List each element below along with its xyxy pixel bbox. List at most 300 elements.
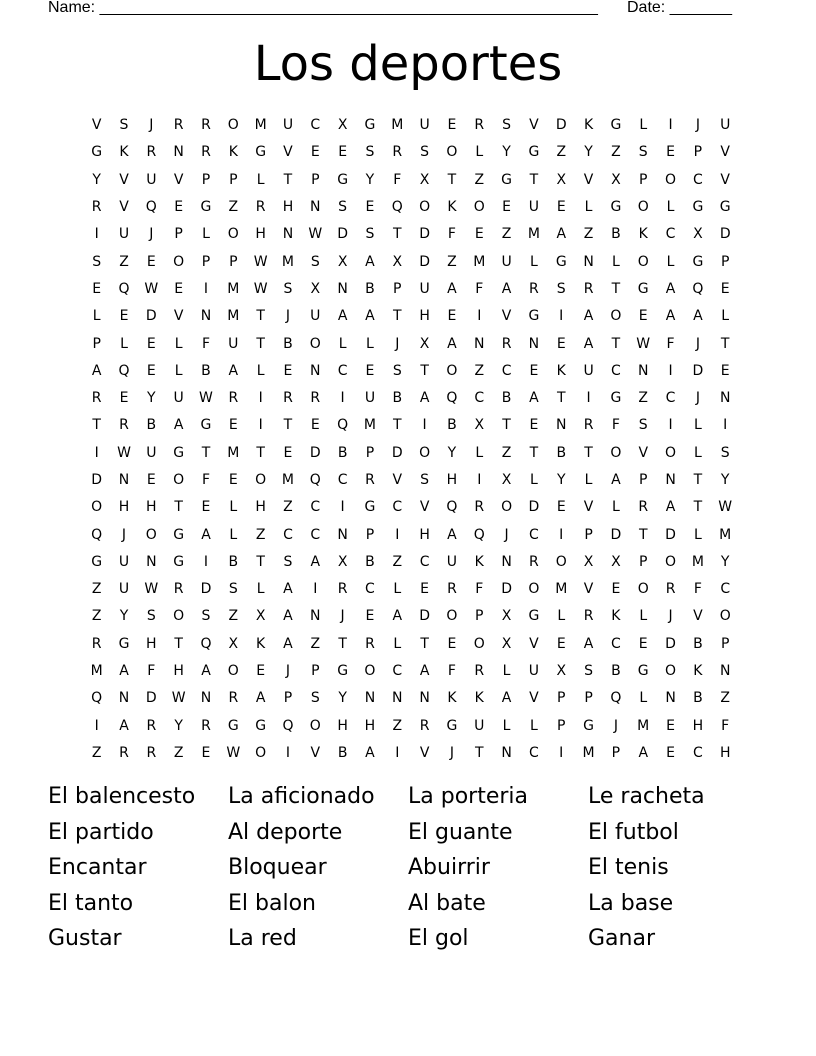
grid-letter: L	[639, 117, 648, 134]
grid-letter: I	[258, 390, 263, 407]
grid-letter: Z	[228, 608, 239, 625]
grid-letter: L	[502, 663, 511, 680]
grid-letter: A	[365, 308, 375, 325]
grid-letter: I	[258, 417, 263, 434]
grid-letter: G	[118, 635, 130, 652]
grid-letter: N	[310, 608, 321, 625]
grid-letter: L	[502, 717, 511, 734]
grid-letter: S	[584, 663, 594, 680]
grid-letter: L	[366, 335, 374, 352]
grid-letter: A	[447, 335, 457, 352]
word-bank-item: La base	[588, 890, 674, 916]
grid-letter: E	[365, 362, 375, 379]
grid-letter: R	[583, 608, 594, 625]
grid-letter: D	[145, 308, 157, 325]
grid-letter: G	[227, 717, 239, 734]
grid-row	[83, 112, 739, 139]
grid-letter: O	[309, 335, 321, 352]
grid-row	[83, 576, 739, 603]
grid-letter: N	[583, 253, 594, 270]
grid-letter: Y	[502, 144, 511, 161]
grid-row	[83, 139, 739, 166]
word-bank-item: El guante	[408, 819, 513, 845]
grid-letter: U	[310, 308, 321, 325]
grid-letter: I	[94, 444, 99, 461]
grid-letter: E	[146, 472, 156, 488]
grid-letter: R	[310, 390, 321, 407]
grid-letter: P	[475, 608, 484, 625]
grid-letter: L	[174, 335, 183, 352]
grid-letter: V	[693, 608, 703, 625]
grid-letter: F	[147, 663, 156, 680]
grid-letter: R	[447, 581, 457, 598]
grid-letter: F	[611, 417, 620, 434]
grid-letter: M	[281, 253, 294, 270]
grid-letter: V	[720, 144, 730, 161]
grid-letter: E	[174, 199, 184, 216]
grid-row	[83, 248, 739, 275]
grid-letter: P	[720, 253, 730, 270]
grid-letter: Z	[228, 199, 239, 216]
word-bank-item: El partido	[48, 819, 154, 845]
grid-letter: T	[529, 444, 539, 461]
grid-letter: E	[638, 635, 648, 652]
grid-letter: H	[719, 744, 731, 761]
grid-letter: R	[283, 390, 293, 407]
grid-letter: D	[501, 581, 512, 598]
grid-letter: L	[693, 444, 702, 461]
grid-letter: O	[637, 581, 649, 598]
grid-letter: R	[173, 117, 184, 134]
grid-letter: S	[420, 472, 430, 488]
word-bank-item: Le racheta	[588, 784, 705, 809]
grid-letter: P	[201, 253, 211, 270]
grid-letter: L	[256, 362, 265, 379]
grid-letter: I	[477, 472, 482, 488]
grid-letter: N	[528, 335, 540, 352]
grid-letter: L	[693, 417, 702, 434]
grid-letter: Y	[338, 690, 347, 707]
grid-letter: X	[583, 553, 594, 570]
grid-letter: T	[693, 472, 703, 488]
grid-letter: F	[475, 280, 484, 297]
grid-letter: B	[392, 390, 403, 407]
word-bank-item: El tenis	[588, 855, 669, 881]
grid-letter: M	[227, 280, 240, 297]
grid-letter: P	[229, 171, 238, 188]
grid-letter: M	[473, 253, 486, 270]
grid-letter: A	[447, 280, 457, 297]
grid-letter: D	[200, 581, 212, 598]
grid-letter: B	[146, 417, 157, 434]
grid-letter: S	[283, 553, 293, 570]
word-bank	[48, 779, 768, 957]
grid-letter: I	[559, 744, 564, 761]
grid-letter: G	[91, 144, 103, 161]
grid-letter: U	[173, 390, 184, 407]
grid-letter: B	[501, 390, 512, 407]
grid-letter: M	[691, 553, 704, 570]
grid-letter: N	[200, 308, 212, 325]
grid-letter: O	[610, 308, 622, 325]
grid-letter: Q	[692, 280, 704, 297]
grid-letter: F	[393, 171, 402, 188]
grid-letter: U	[118, 553, 130, 570]
grid-letter: X	[255, 608, 266, 625]
grid-letter: S	[365, 144, 375, 161]
grid-letter: V	[173, 308, 184, 325]
grid-letter: T	[283, 171, 293, 188]
grid-letter: X	[392, 253, 403, 270]
grid-letter: M	[281, 472, 294, 488]
grid-letter: V	[529, 117, 539, 134]
word-search-grid	[83, 112, 739, 767]
grid-letter: I	[668, 117, 673, 134]
grid-letter: E	[338, 144, 348, 161]
grid-row	[83, 740, 739, 767]
grid-letter: Q	[337, 417, 349, 434]
grid-letter: R	[201, 717, 211, 734]
grid-letter: U	[118, 226, 130, 243]
grid-letter: V	[419, 744, 430, 761]
grid-letter: E	[666, 744, 675, 761]
grid-letter: L	[666, 199, 675, 216]
grid-letter: I	[203, 280, 209, 297]
grid-letter: P	[229, 253, 238, 270]
grid-letter: A	[665, 280, 676, 297]
grid-letter: C	[529, 526, 539, 543]
grid-letter: Q	[446, 390, 458, 407]
grid-letter: X	[501, 635, 512, 652]
grid-letter: I	[395, 526, 400, 543]
grid-letter: N	[665, 690, 676, 707]
grid-letter: R	[529, 553, 539, 570]
grid-letter: R	[638, 499, 649, 516]
grid-letter: N	[474, 335, 485, 352]
grid-letter: R	[201, 117, 211, 134]
grid-letter: S	[638, 144, 648, 161]
grid-letter: W	[199, 390, 213, 407]
grid-letter: B	[283, 335, 293, 352]
grid-letter: Q	[91, 526, 103, 543]
grid-letter: A	[392, 608, 403, 625]
grid-letter: M	[527, 226, 540, 243]
grid-letter: S	[228, 581, 238, 598]
grid-letter: R	[119, 417, 129, 434]
grid-letter: T	[256, 553, 265, 570]
grid-letter: O	[91, 499, 103, 516]
grid-letter: G	[364, 499, 376, 516]
grid-letter: O	[665, 663, 677, 680]
grid-letter: G	[173, 526, 185, 543]
grid-letter: U	[282, 117, 294, 134]
grid-letter: M	[637, 717, 650, 734]
grid-letter: D	[665, 526, 676, 543]
grid-letter: A	[119, 663, 129, 680]
grid-letter: B	[447, 417, 457, 434]
word-bank-item: Bloquear	[228, 855, 327, 881]
grid-letter: W	[636, 335, 651, 352]
grid-letter: P	[557, 717, 566, 734]
grid-letter: G	[583, 717, 594, 734]
grid-letter: G	[173, 444, 185, 461]
grid-letter: V	[529, 635, 539, 652]
grid-row	[83, 494, 739, 521]
grid-letter: A	[310, 553, 321, 570]
grid-letter: T	[556, 390, 566, 407]
grid-letter: E	[283, 362, 293, 379]
grid-letter: J	[285, 308, 291, 325]
grid-letter: D	[528, 499, 540, 516]
grid-letter: F	[693, 581, 702, 598]
grid-letter: F	[201, 335, 210, 352]
grid-letter: D	[665, 635, 676, 652]
grid-letter: R	[91, 199, 102, 216]
grid-letter: O	[555, 553, 567, 570]
grid-letter: E	[146, 362, 156, 379]
grid-letter: D	[419, 253, 430, 270]
grid-letter: L	[475, 144, 484, 161]
grid-letter: Z	[119, 253, 129, 270]
grid-letter: O	[227, 663, 239, 680]
grid-letter: M	[719, 526, 732, 543]
grid-letter: U	[720, 117, 731, 134]
grid-letter: I	[723, 417, 728, 434]
grid-letter: T	[256, 308, 265, 325]
grid-letter: Z	[556, 144, 567, 161]
grid-letter: P	[557, 690, 566, 707]
grid-row	[83, 685, 739, 712]
grid-row	[83, 467, 739, 494]
grid-letter: Z	[638, 390, 649, 407]
grid-letter: B	[228, 553, 239, 570]
grid-letter: D	[610, 526, 622, 543]
grid-letter: W	[226, 744, 241, 761]
grid-letter: W	[253, 253, 268, 270]
grid-letter: L	[393, 581, 402, 598]
grid-letter: Y	[365, 171, 375, 188]
grid-letter: N	[282, 226, 294, 243]
word-bank-item: El tanto	[48, 890, 134, 916]
grid-letter: A	[665, 308, 676, 325]
grid-row	[83, 330, 739, 357]
grid-letter: Z	[173, 744, 184, 761]
date-field-label: Date: _______	[627, 0, 732, 16]
grid-letter: U	[118, 581, 130, 598]
grid-letter: E	[310, 417, 320, 434]
grid-letter: A	[201, 663, 211, 680]
grid-letter: H	[364, 717, 376, 734]
grid-letter: N	[310, 362, 321, 379]
grid-letter: Z	[91, 608, 102, 625]
grid-row	[83, 658, 739, 685]
grid-letter: D	[419, 226, 430, 243]
grid-letter: T	[474, 744, 484, 761]
grid-letter: Z	[310, 635, 321, 652]
grid-letter: O	[419, 199, 431, 216]
grid-letter: C	[474, 390, 485, 407]
grid-letter: E	[420, 581, 430, 598]
grid-letter: P	[720, 635, 730, 652]
grid-letter: X	[556, 663, 567, 680]
word-bank-item: La red	[228, 926, 297, 952]
grid-letter: N	[200, 690, 212, 707]
grid-letter: U	[528, 663, 540, 680]
grid-letter: J	[285, 663, 291, 680]
grid-letter: M	[391, 117, 404, 134]
grid-letter: V	[392, 472, 403, 488]
grid-letter: Y	[119, 608, 129, 625]
grid-letter: F	[666, 335, 675, 352]
grid-letter: R	[119, 744, 129, 761]
grid-letter: L	[202, 226, 210, 243]
grid-letter: C	[392, 663, 403, 680]
grid-letter: L	[229, 499, 238, 516]
grid-letter: O	[145, 526, 157, 543]
grid-letter: Q	[309, 472, 321, 488]
grid-letter: E	[666, 144, 675, 161]
grid-letter: N	[337, 280, 348, 297]
grid-letter: L	[611, 499, 620, 516]
grid-letter: Q	[145, 199, 157, 216]
grid-letter: T	[638, 526, 648, 543]
grid-letter: T	[502, 417, 511, 434]
grid-letter: C	[419, 553, 430, 570]
grid-letter: E	[638, 308, 648, 325]
grid-letter: A	[173, 417, 184, 434]
grid-letter: S	[638, 417, 648, 434]
grid-letter: C	[611, 362, 621, 379]
grid-letter: E	[474, 226, 484, 243]
grid-letter: A	[201, 526, 211, 543]
grid-letter: O	[665, 553, 677, 570]
grid-letter: Z	[611, 144, 621, 161]
word-bank-item: Al bate	[408, 890, 486, 916]
grid-row	[83, 194, 739, 221]
grid-letter: H	[419, 526, 430, 543]
grid-letter: P	[639, 171, 648, 188]
grid-letter: A	[419, 390, 430, 407]
grid-letter: D	[337, 226, 348, 243]
grid-letter: J	[695, 117, 700, 134]
grid-letter: G	[255, 144, 267, 161]
grid-letter: A	[365, 253, 375, 270]
grid-letter: T	[693, 499, 703, 516]
grid-letter: T	[256, 335, 265, 352]
grid-letter: W	[253, 280, 268, 297]
grid-letter: P	[201, 171, 211, 188]
grid-letter: J	[695, 390, 700, 407]
grid-letter: X	[228, 635, 239, 652]
grid-letter: N	[310, 199, 321, 216]
grid-letter: N	[556, 417, 567, 434]
grid-letter: L	[475, 444, 484, 461]
grid-letter: P	[311, 171, 320, 188]
grid-letter: X	[419, 171, 430, 188]
grid-letter: G	[610, 199, 622, 216]
grid-letter: R	[91, 390, 102, 407]
grid-letter: R	[201, 144, 211, 161]
grid-letter: I	[559, 308, 564, 325]
grid-row	[83, 631, 739, 658]
grid-letter: U	[583, 362, 594, 379]
grid-letter: C	[692, 171, 703, 188]
grid-letter: D	[391, 444, 403, 461]
grid-letter: W	[308, 226, 323, 243]
grid-letter: G	[719, 199, 731, 216]
word-bank-item: Ganar	[588, 926, 655, 952]
grid-letter: R	[228, 690, 239, 707]
grid-letter: B	[693, 635, 703, 652]
grid-letter: G	[255, 717, 267, 734]
grid-letter: N	[392, 690, 403, 707]
grid-letter: I	[340, 390, 345, 407]
grid-letter: T	[611, 280, 621, 297]
grid-letter: M	[555, 581, 568, 598]
grid-letter: V	[91, 117, 102, 134]
grid-letter: E	[174, 280, 184, 297]
grid-letter: L	[393, 635, 402, 652]
grid-letter: S	[392, 362, 402, 379]
grid-letter: M	[227, 444, 240, 461]
grid-letter: C	[611, 635, 621, 652]
grid-letter: R	[419, 717, 430, 734]
word-bank-item: La porteria	[408, 784, 529, 809]
grid-letter: G	[200, 417, 212, 434]
grid-letter: G	[337, 663, 349, 680]
grid-letter: O	[419, 444, 431, 461]
grid-letter: R	[665, 581, 676, 598]
grid-letter: L	[530, 717, 538, 734]
grid-letter: L	[584, 199, 593, 216]
grid-letter: O	[637, 199, 649, 216]
grid-letter: O	[173, 253, 185, 270]
grid-letter: A	[583, 335, 594, 352]
grid-letter: H	[255, 499, 266, 516]
grid-letter: Y	[720, 472, 730, 488]
grid-letter: Q	[118, 280, 130, 297]
grid-row	[83, 521, 739, 548]
word-bank-item: La aficionado	[228, 784, 375, 809]
grid-letter: T	[611, 335, 621, 352]
grid-letter: R	[474, 499, 485, 516]
grid-letter: Y	[92, 171, 101, 188]
grid-letter: P	[311, 663, 320, 680]
grid-letter: B	[693, 690, 703, 707]
grid-letter: P	[365, 526, 375, 543]
grid-letter: O	[446, 144, 458, 161]
page-title: Los deportes	[253, 36, 563, 92]
grid-letter: H	[282, 199, 294, 216]
grid-letter: B	[365, 553, 375, 570]
name-field-label: Name: ________________________________________________________	[48, 0, 598, 16]
grid-letter: H	[419, 308, 430, 325]
grid-letter: T	[174, 499, 183, 516]
grid-letter: E	[447, 117, 457, 134]
word-bank-item: El balon	[228, 890, 316, 916]
grid-letter: G	[528, 144, 540, 161]
word-bank-item: Encantar	[48, 855, 147, 881]
grid-letter: M	[90, 663, 103, 680]
grid-letter: N	[637, 362, 649, 379]
grid-letter: E	[92, 280, 102, 297]
grid-letter: E	[447, 308, 457, 325]
grid-letter: R	[91, 635, 102, 652]
grid-letter: Y	[556, 472, 566, 488]
grid-letter: R	[501, 335, 512, 352]
grid-letter: M	[227, 308, 240, 325]
grid-letter: C	[310, 499, 321, 516]
